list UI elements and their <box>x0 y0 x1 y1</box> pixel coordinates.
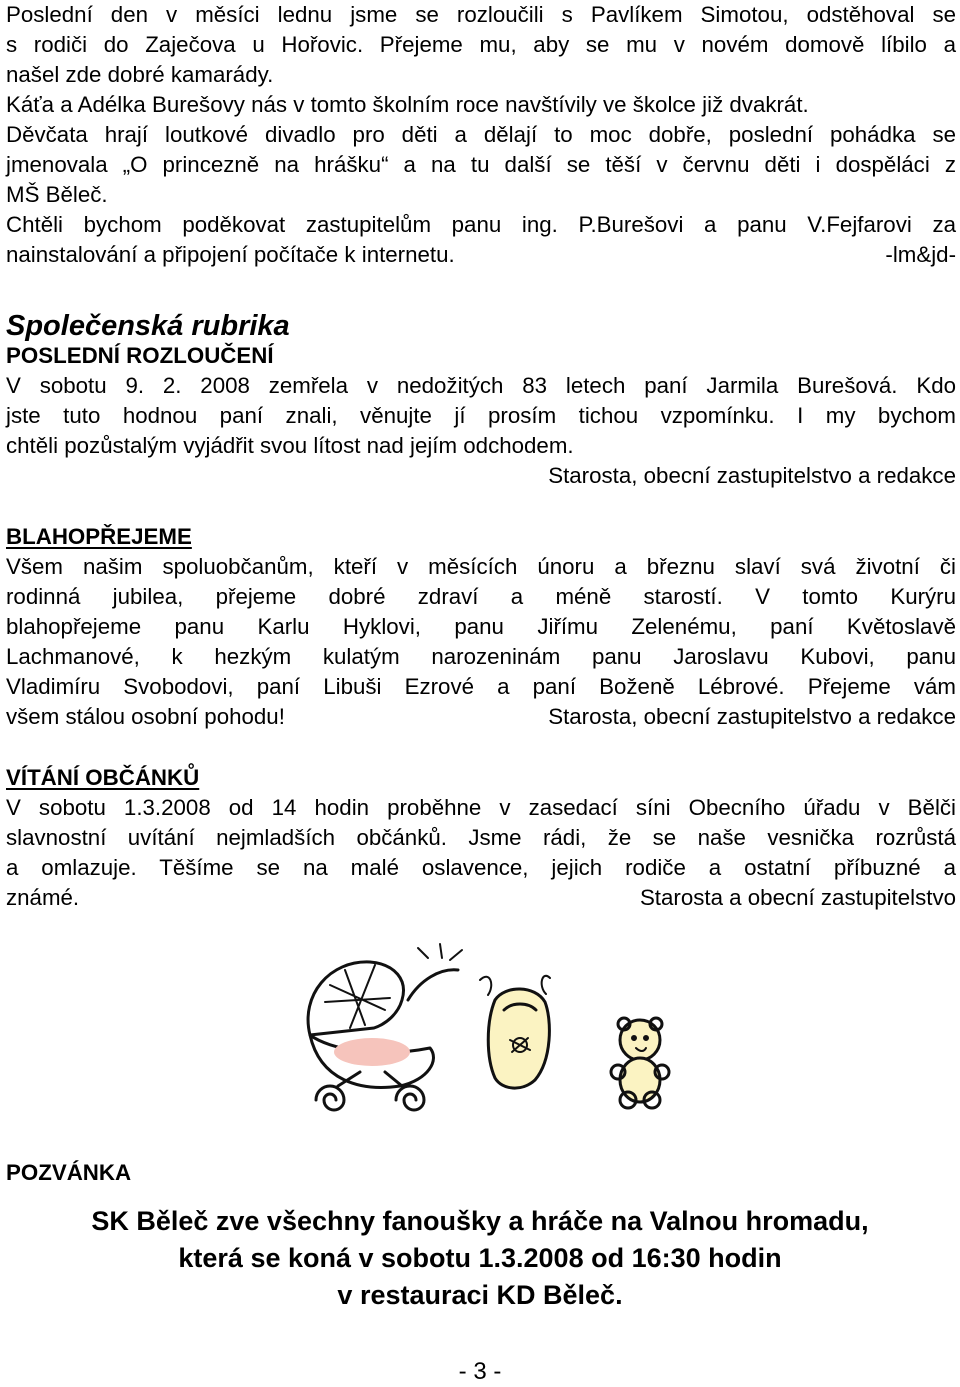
text-line: našel zde dobré kamarády. <box>6 62 274 87</box>
text-line: a omlazuje. Těšíme se na malé oslavence, jejich rodiče a ostatní příbuzné a <box>6 855 956 880</box>
pram-wheel <box>316 1086 344 1110</box>
invitation-heading: POZVÁNKA <box>6 1160 132 1185</box>
section-title: Společenská rubrika <box>6 310 290 342</box>
text-line: Káťa a Adélka Burešovy nás v tomto školním roce navštívily ve školce již dvakrát. <box>6 92 809 117</box>
text-line: Chtěli bychom poděkovat zastupitelům panu ing. P.Burešovi a panu V.Fejfarovi za <box>6 212 956 237</box>
pram-pillow <box>334 1038 410 1066</box>
invitation-line: v restauraci KD Běleč. <box>337 1280 623 1310</box>
author-signature: -lm&jd- <box>885 242 956 267</box>
intro-paragraph <box>6 0 956 270</box>
text-line: MŠ Běleč. <box>6 182 108 207</box>
text-line: jste tuto hodnou paní znali, věnujte jí prosím tichou vzpomínku. I my bychom <box>6 403 956 428</box>
text-line: s rodiči do Zaječova u Hořovic. Přejeme mu, aby se mu v novém domově líbilo a <box>6 32 956 57</box>
invitation-text <box>0 1203 960 1314</box>
baby-illustration <box>290 940 710 1130</box>
welcome-signature: Starosta a obecní zastupitelstvo <box>639 885 956 910</box>
text-line <box>6 883 956 913</box>
text-line: jmenovala „O princezně na hrášku“ a na tu další se těší v červnu děti i dospěláci z <box>6 152 956 177</box>
page-number: - 3 - <box>458 1358 502 1385</box>
obituary-heading: POSLEDNÍ ROZLOUČENÍ <box>6 343 274 368</box>
welcome-heading: VÍTÁNÍ OBČÁNKŮ <box>6 765 200 790</box>
text-line: V sobotu 1.3.2008 od 14 hodin proběhne v zasedací síni Obecního úřadu v Bělči <box>6 795 956 820</box>
obituary-section <box>6 341 956 491</box>
text-line: slavnostní uvítání nejmladších občánků. Jsme rádi, že se naše vesnička rozrůstá <box>6 825 956 850</box>
text-line <box>6 240 956 270</box>
text-line: Děvčata hrají loutkové divadlo pro děti a dělají to moc dobře, poslední pohádka se <box>6 122 956 147</box>
pram-handle <box>408 970 458 1000</box>
invitation-line: která se koná v sobotu 1.3.2008 od 16:30 hodin <box>178 1243 782 1273</box>
obituary-signature: Starosta, obecní zastupitelstvo a redakce <box>548 463 956 488</box>
text-line: rodinná jubilea, přejeme dobré zdraví a méně starostí. V tomto Kurýru <box>6 584 956 609</box>
pram-wheel <box>396 1086 424 1110</box>
text-line: blahopřejeme panu Karlu Hyklovi, panu Jiřímu Zelenému, paní Květoslavě <box>6 614 956 639</box>
congrats-heading: BLAHOPŘEJEME <box>6 524 192 549</box>
text-line: Všem našim spoluobčanům, kteří v měsících únoru a březnu slaví svá životní či <box>6 554 956 579</box>
congrats-section <box>6 522 956 732</box>
text-line: Vladimíru Svobodovi, paní Libuši Ezrové a paní Boženě Lébrové. Přejeme vám <box>6 674 956 699</box>
text-line-end: nainstalování a připojení počítače k internetu. <box>6 242 455 267</box>
text-line: V sobotu 9. 2. 2008 zemřela v nedožitých 83 letech paní Jarmila Burešová. Kdo <box>6 373 956 398</box>
welcome-section <box>6 763 956 913</box>
text-line: chtěli pozůstalým vyjádřit svou lítost nad jejím odchodem. <box>6 433 574 458</box>
invitation-line: SK Běleč zve všechny fanoušky a hráče na Valnou hromadu, <box>91 1206 869 1236</box>
text-line: Poslední den v měsíci lednu jsme se rozloučili s Pavlíkem Simotou, odstěhoval se <box>6 2 956 27</box>
text-line <box>6 702 956 732</box>
text-line: Lachmanové, k hezkým kulatým narozeninám panu Jaroslavu Kubovi, panu <box>6 644 956 669</box>
teddy-bear <box>611 1018 669 1108</box>
congrats-signature: Starosta, obecní zastupitelstvo a redakce <box>548 704 956 729</box>
text-line-end: známé. <box>6 885 80 910</box>
text-line-end: všem stálou osobní pohodu! <box>6 704 285 729</box>
